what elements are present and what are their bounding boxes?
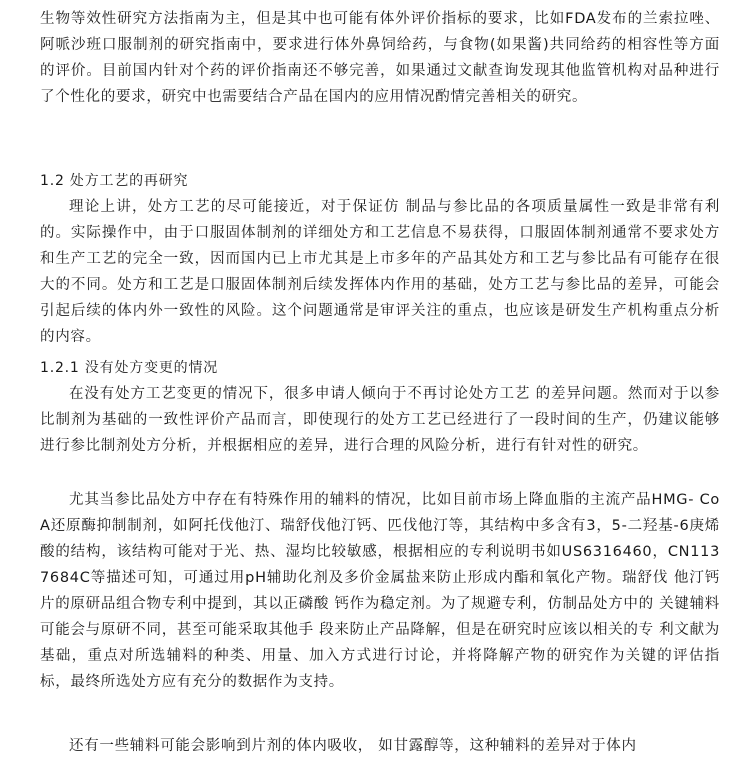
section-heading-1-2-1: 1.2.1 没有处方变更的情况 <box>40 360 219 376</box>
other-excipient-paragraph: 还有一些辅料可能会影响到片剂的体内吸收， 如甘露醇等，这种辅料的差异对于体内 <box>69 738 637 754</box>
section-heading-1-2: 1.2 处方工艺的再研究 <box>40 173 189 189</box>
special-excipient-paragraph: 尤其当参比品处方中存在有特殊作用的辅料的情况，比如目前市场上降血脂的主流产品HMG- CoA还原酶抑制制剂，如阿托伐他汀、瑞舒伐他汀钙、匹伐他汀等，其结构中多含有3，5-二羟基-6庚烯酸的结构，该结构可能对于光、热、湿均比较敏感，根据相应的专利说明书如US6316460，CN1137684C等描述可知，可通过用pH辅助化剂及多价金属盐来防止形成内酯和氧化产物。瑞舒伐 他汀钙片的原研品组合物专利中提到，其以正磷酸 钙作为稳定剂。为了规避专利，仿制品处方中的 关键辅料可能会与原研不同，甚至可能采取其他手 段来防止产品降解，但是在研究时应该以相关的专 利文献为基础，重点对所选辅料的种类、用量、加入方式进行讨论，并将降解产物的研究作为关键的评估指标，最终所选处方应有充分的数据作为支持。 <box>40 492 720 690</box>
theory-paragraph: 理论上讲，处方工艺的尽可能接近，对于保证仿 制品与参比品的各项质量属性一致是非常有利的。实际操作中，由于口服固体制剂的详细处方和工艺信息不易获得，口服固体制剂通常不要求处方和生产工艺的完全一致，因而国内已上市尤其是上市多年的产品其处方和工艺与参比品有可能存在很大的不同。处方和工艺是口服固体制剂后续发挥体内作用的基础，处方工艺与参比品的差异，可能会引起后续的体内外一致性的风险。这个问题通常是审评关注的重点，也应该是研发生产机构重点分析的内容。 <box>40 199 720 345</box>
no-change-paragraph: 在没有处方工艺变更的情况下，很多申请人倾向于不再讨论处方工艺 的差异问题。然而对于以参比制剂为基础的一致性评价产品而言，即使现行的处方工艺已经进行了一段时间的生产，仍建议能够进行参比制剂处方分析，并根据相应的差异，进行合理的风险分析，进行有针对性的研究。 <box>40 386 720 454</box>
intro-paragraph: 生物等效性研究方法指南为主，但是其中也可能有体外评价指标的要求，比如FDA发布的兰索拉唑、阿哌沙班口服制剂的研究指南中，要求进行体外鼻饲给药，与食物(如果酱)共同给药的相容性等方面的评价。目前国内针对个药的评价指南还不够完善，如果通过文献查询发现其他监管机构对品种进行了个性化的要求，研究中也需要结合产品在国内的应用情况酌情完善相关的研究。 <box>40 11 720 105</box>
